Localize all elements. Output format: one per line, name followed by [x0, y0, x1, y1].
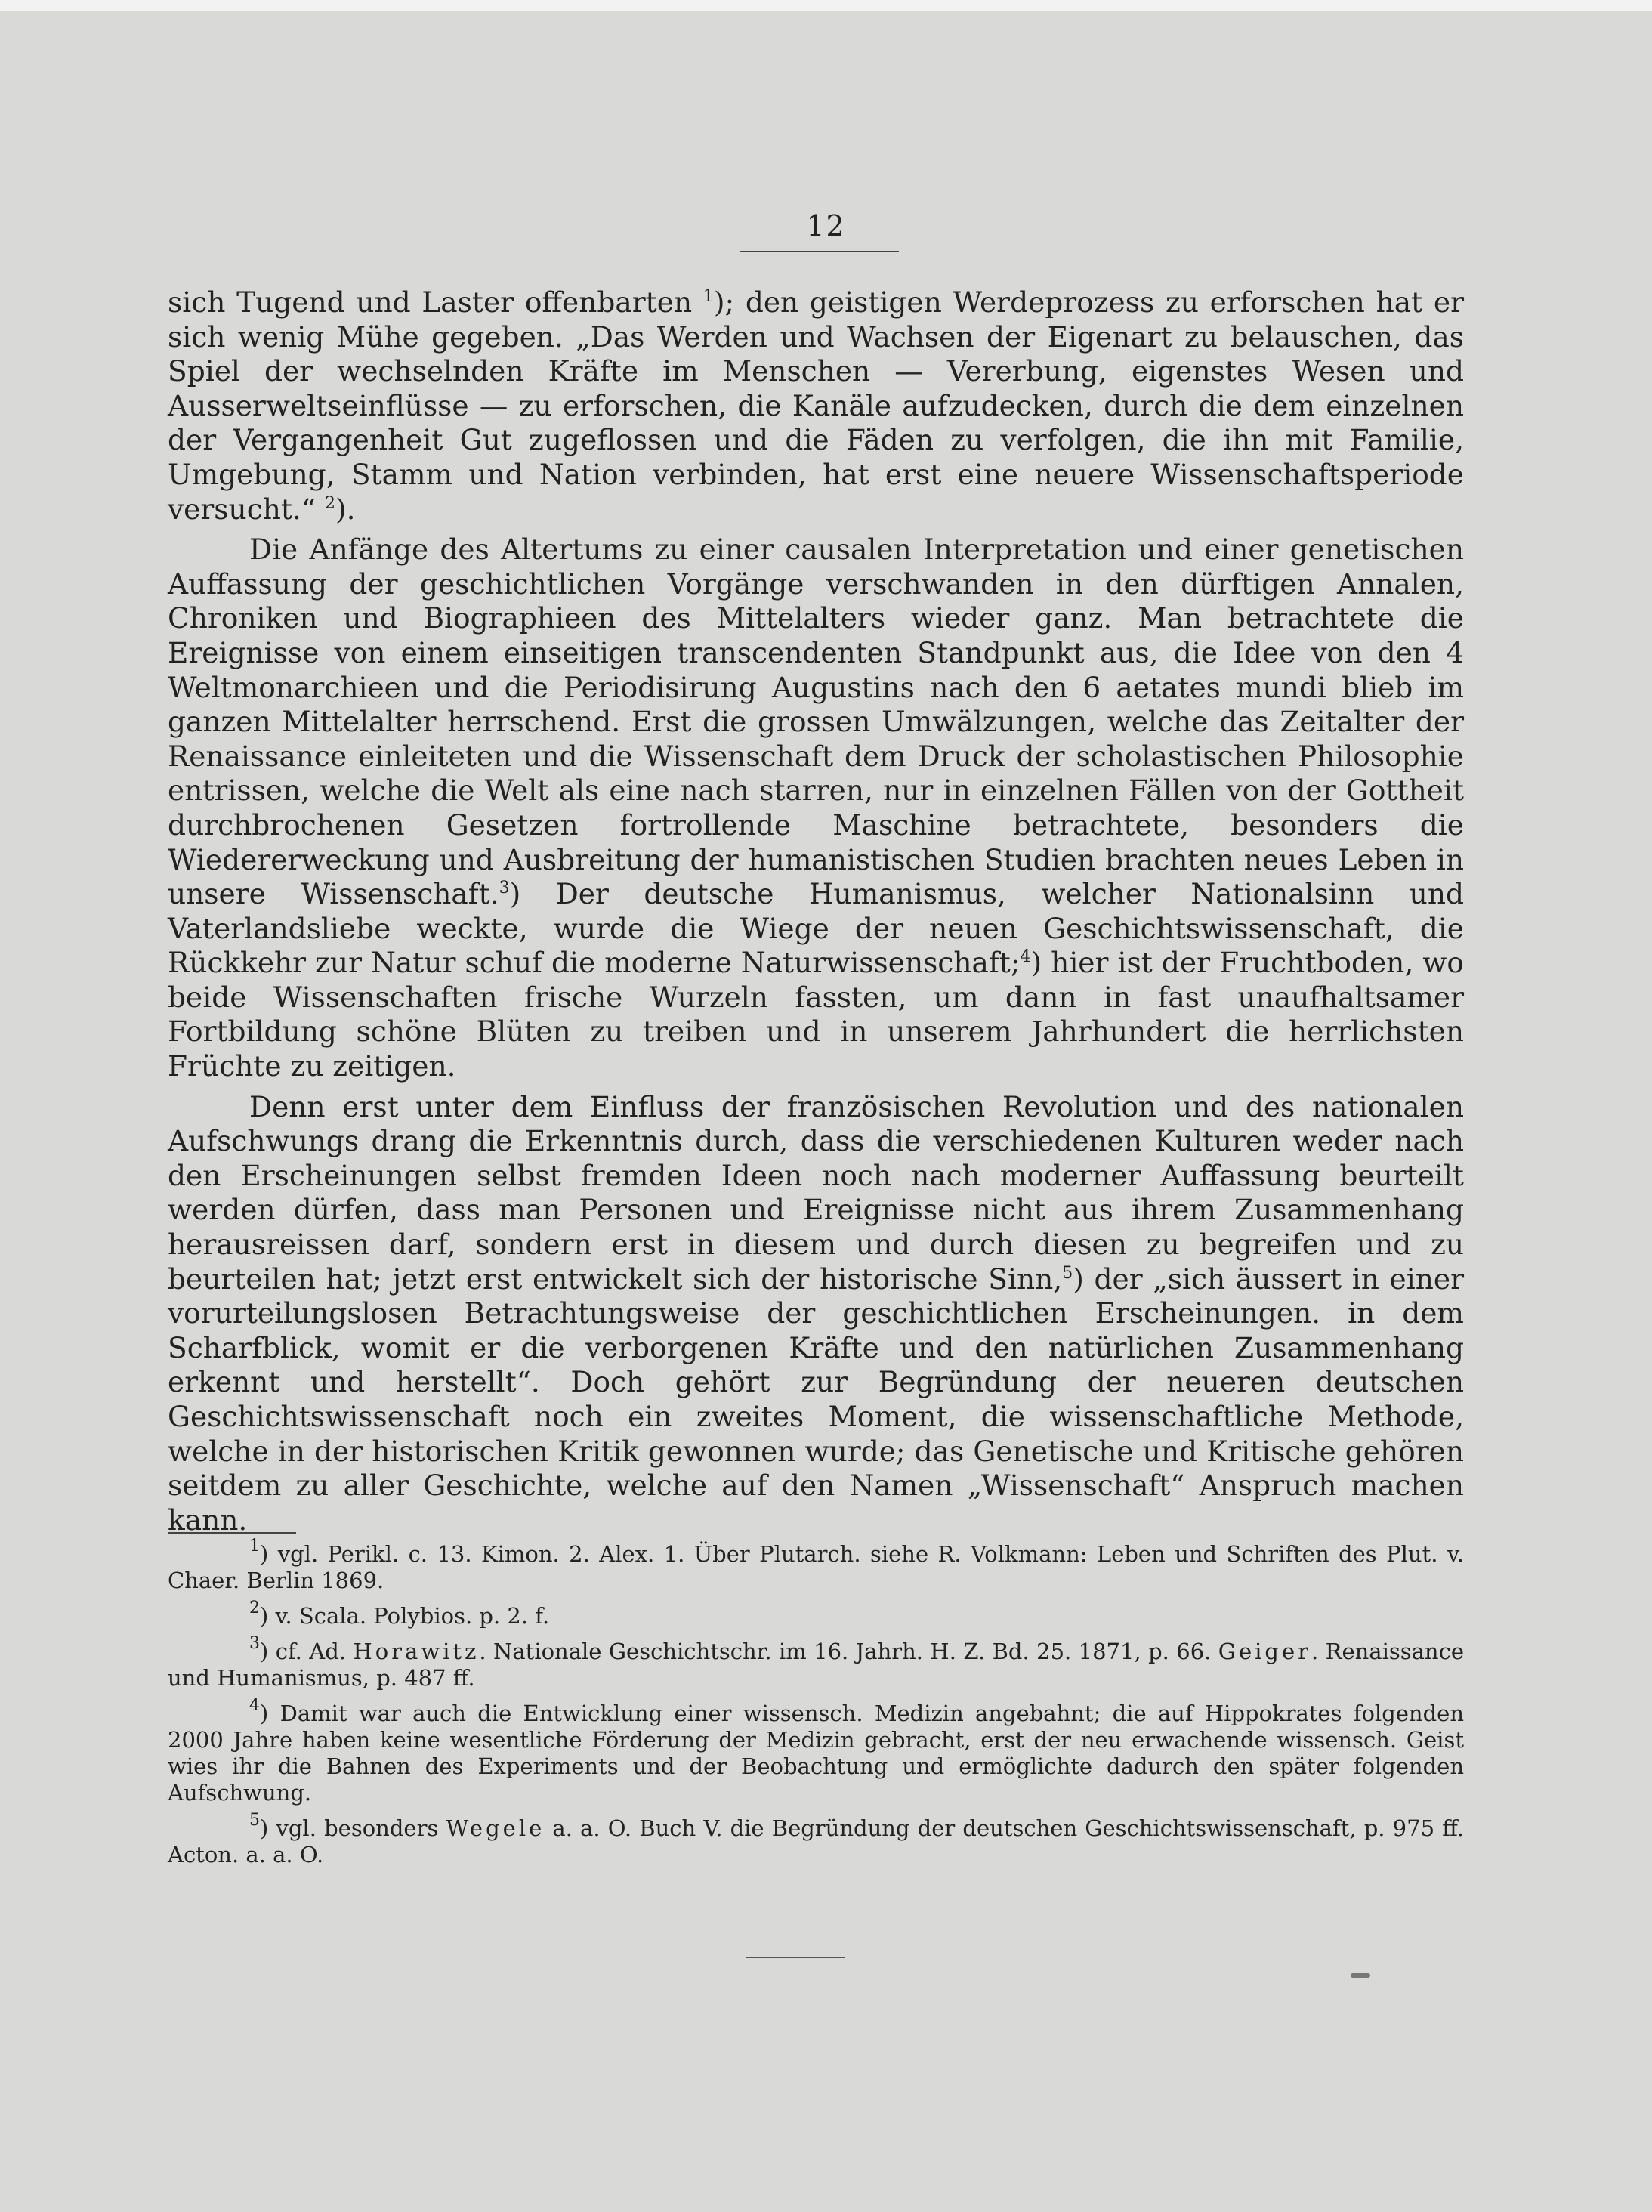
footnote-1-text: ) vgl. Perikl. c. 13. Kimon. 2. Alex. 1. Über Plutarch. siehe R. Volkmann: Leben und Schriften des Plut. v. Chaer. Berlin 1869. — [168, 1541, 1464, 1593]
footnote-1-mark: 1 — [249, 1537, 260, 1556]
footnote-3-text-b: . Nationale Geschichtschr. im 16. Jahrh. H. Z. Bd. 25. 1871, p. 66. — [479, 1639, 1218, 1664]
paragraph-3 — [168, 1090, 1464, 1538]
footnote-5-mark: 5 — [249, 1811, 260, 1830]
footnote-5-text-a: ) vgl. besonders — [260, 1815, 446, 1841]
footnote-3-mark: 3 — [249, 1634, 260, 1653]
footnote-3-text-a: ) cf. Ad. — [260, 1639, 354, 1664]
footnote-2-text: ) v. Scala. Polybios. p. 2. f. — [260, 1603, 550, 1629]
page-number: 12 — [806, 209, 846, 243]
footnote-1 — [168, 1537, 1464, 1594]
footnote-3-author-1: Horawitz — [353, 1639, 480, 1664]
paragraph-1-text-a: sich Tugend und Laster offenbarten — [168, 286, 703, 319]
footnote-ref-5: 5 — [1062, 1263, 1073, 1283]
paragraph-3-text-a: Denn erst unter dem Einfluss der französischen Revolution und des nationalen Aufschwungs drang die Erkenntnis durch, dass die verschiedenen Kulturen weder nach den Erscheinungen selbst fremden Ideen noch nach moderner Auffassung beurteilt werden dürfen, dass man Personen und Ereignisse nicht aus ihrem Zusammenhang herausreissen darf, sondern erst in diesem und durch diesen zu begreifen und zu beurteilen hat; jetzt erst entwickelt sich der historische Sinn, — [168, 1089, 1464, 1296]
footnote-5-text-b: a. a. O. Buch V. die Begründung der deutschen Geschichtswissenschaft, p. 975 ff. Acton. a. a. O. — [168, 1815, 1464, 1868]
paragraph-1-text-c: ). — [335, 492, 356, 526]
paragraph-2-text-c: ) hier ist der Fruchtboden, wo beide Wissenschaften frische Wurzeln fassten, um dann in fast unaufhaltsamer Fortbildung schöne Blüten zu treiben und in unserem Jahrhundert die herrlichsten Früchte zu zeitigen. — [168, 946, 1464, 1083]
paragraph-2-text-b: ) Der deutsche Humanismus, welcher Nationalsinn und Vaterlandsliebe weckte, wurde die Wiege der neuen Geschichtswissenschaft, die Rückkehr zur Natur schuf die moderne Naturwissenschaft; — [168, 877, 1464, 980]
paragraph-1-text-b: ); den geistigen Werdeprozess zu erforschen hat er sich wenig Mühe gegeben. „Das Werden und Wachsen der Eigenart zu belauschen, das Spiel der wechselnden Kräfte im Menschen — Vererbung, eigenstes Wesen und Ausserweltseinflüsse — zu erforschen, die Kanäle aufzudecken, durch die dem einzelnen der Vergangenheit Gut zugeflossen und die Fäden zu verfolgen, die ihn mit Familie, Umgebung, Stamm und Nation verbinden, hat erst eine neuere Wissenschaftsperiode versucht.“ — [168, 286, 1464, 526]
paragraph-2 — [168, 533, 1464, 1084]
paragraph-3-text-b: ) der „sich äussert in einer vorurteilungslosen Betrachtungsweise der geschichtlichen Erscheinungen. in dem Scharfblick, womit er die verborgenen Kräfte und den natürlichen Zusammenhang erkennt und herstellt“. Doch gehört zur Begründung der neueren deutschen Geschichtswissenschaft noch ein zweites Moment, die wissenschaftliche Methode, welche in der historischen Kritik gewonnen wurde; das Genetische und Kritische gehören seitdem zu aller Geschichte, welche auf den Namen „Wissenschaft“ Anspruch machen kann. — [168, 1262, 1465, 1537]
footnotes — [168, 1537, 1465, 1877]
scan-top-edge — [0, 0, 1652, 11]
footnote-5 — [168, 1811, 1464, 1868]
footnote-ref-4: 4 — [1020, 947, 1031, 967]
footnote-3-text-c: . Renaissance und Humanismus, p. 487 ff. — [168, 1639, 1465, 1691]
body-text — [168, 286, 1464, 1537]
footnote-3-author-2: Geiger — [1218, 1639, 1311, 1664]
footnote-ref-1: 1 — [702, 287, 714, 306]
paragraph-2-text-a: Die Anfänge des Altertums zu einer causalen Interpretation und einer genetischen Auffassung der geschichtlichen Vorgänge verschwanden in den dürftigen Annalen, Chroniken und Biographieen des Mittelalters wieder ganz. Man betrachtete die Ereignisse von einem einseitigen transcendenten Standpunkt aus, die Idee von den 4 Weltmonarchieen und die Periodisirung Augustins nach den 6 aetates mundi blieb im ganzen Mittelalter herrschend. Erst die grossen Umwälzungen, welche das Zeitalter der Renaissance einleiteten und die Wissenschaft dem Druck der scholastischen Philosophie entrissen, welche die Welt als eine nach starren, nur in einzelnen Fällen von der Gottheit durchbrochenen Gesetzen fortrollende Maschine betrachtete, besonders die Wiedererweckung und Ausbreitung der humanistischen Studien brachten neues Leben in unsere Wissenschaft. — [168, 533, 1464, 911]
footnote-5-author: Wegele — [446, 1815, 545, 1841]
header-rule — [740, 251, 899, 252]
footnote-2-mark: 2 — [249, 1599, 260, 1617]
footnote-ref-3: 3 — [499, 879, 510, 898]
footnote-4-text: ) Damit war auch die Entwicklung einer wissensch. Medizin angebahnt; die auf Hippokrates folgenden 2000 Jahre haben keine wesentliche Förderung der Medizin gebracht, erst der neu erwachende wissensch. Geist wies ihr die Bahnen des Experiments und der Beobachtung und ermöglichte dadurch den später folgenden Aufschwung. — [168, 1701, 1464, 1806]
footnote-3 — [168, 1634, 1465, 1691]
footnote-2 — [168, 1599, 1464, 1630]
paragraph-1 — [168, 286, 1464, 527]
footnote-rule — [168, 1532, 296, 1534]
footnote-4-mark: 4 — [249, 1696, 260, 1715]
closing-rule — [746, 1957, 845, 1958]
footnote-4 — [168, 1696, 1464, 1806]
footnote-ref-2: 2 — [324, 493, 335, 513]
scan-speck — [1351, 1973, 1370, 1978]
